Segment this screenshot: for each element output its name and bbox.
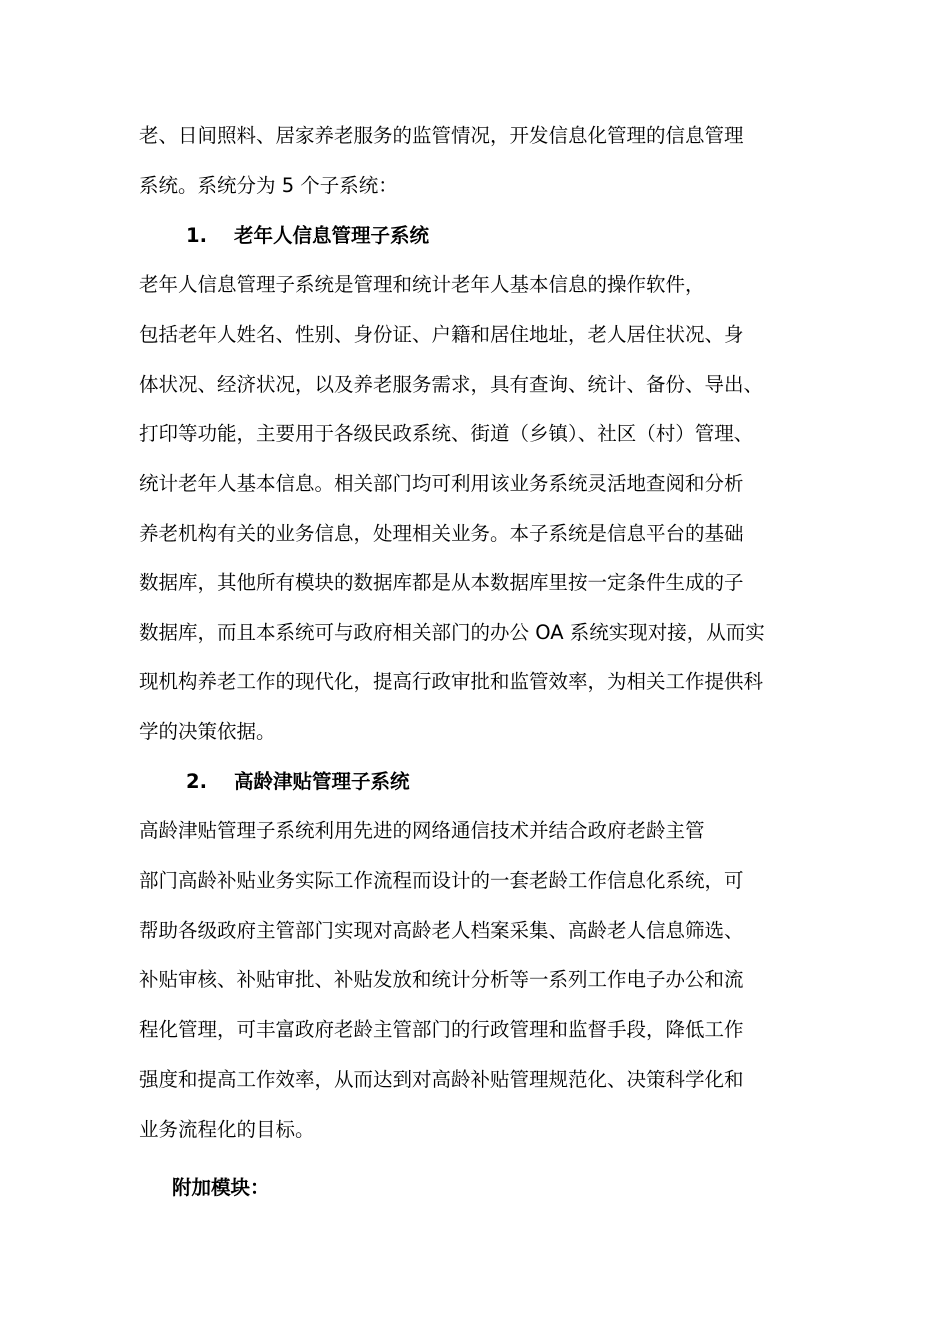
section2-line-2: 部门高龄补贴业务实际工作流程而设计的一套老龄工作信息化系统，可	[139, 869, 744, 892]
section2-line-6: 强度和提高工作效率，从而达到对高龄补贴管理规范化、决策科学化和	[139, 1068, 744, 1091]
intro-line-1: 老、日间照料、居家养老服务的监管情况，开发信息化管理的信息管理	[139, 124, 744, 147]
section2-line-3: 帮助各级政府主管部门实现对高龄老人档案采集、高龄老人信息筛选、	[139, 919, 744, 942]
section1-line-2: 包括老年人姓名、性别、身份证、户籍和居住地址，老人居住状况、身	[139, 323, 744, 346]
section2-line-5: 程化管理，可丰富政府老龄主管部门的行政管理和监督手段，降低工作	[139, 1018, 744, 1041]
section1-line-1: 老年人信息管理子系统是管理和统计老年人基本信息的操作软件，	[139, 273, 705, 296]
section1-line-6: 养老机构有关的业务信息，处理相关业务。本子系统是信息平台的基础	[139, 522, 744, 545]
section1-title: 老年人信息管理子系统	[234, 224, 430, 247]
section1-heading	[186, 223, 876, 249]
section1-line-5: 统计老年人基本信息。相关部门均可利用该业务系统灵活地查阅和分析	[139, 472, 744, 495]
section2-title: 高龄津贴管理子系统	[234, 770, 410, 793]
section1-line-10: 学的决策依据。	[139, 720, 276, 743]
addon-heading: 附加模块：	[172, 1176, 270, 1199]
section2-number: 2.	[186, 770, 207, 793]
section1-number: 1.	[186, 224, 207, 247]
section1-line-3: 体状况、经济状况，以及养老服务需求，具有查询、统计、备份、导出、	[139, 373, 764, 396]
intro-line-2: 系统。系统分为 5 个子系统：	[139, 174, 398, 197]
section2-heading	[186, 769, 876, 795]
section1-line-7: 数据库，其他所有模块的数据库都是从本数据库里按一定条件生成的子	[139, 571, 744, 594]
section1-line-8: 数据库，而且本系统可与政府相关部门的办公 OA 系统实现对接，从而实	[139, 621, 765, 644]
section2-line-1: 高龄津贴管理子系统利用先进的网络通信技术并结合政府老龄主管	[139, 819, 705, 842]
section1-line-4: 打印等功能，主要用于各级民政系统、街道（乡镇）、社区（村）管理、	[139, 422, 754, 445]
section1-line-9: 现机构养老工作的现代化，提高行政审批和监管效率，为相关工作提供科	[139, 670, 764, 693]
section2-line-7: 业务流程化的目标。	[139, 1118, 315, 1141]
section2-line-4: 补贴审核、补贴审批、补贴发放和统计分析等一系列工作电子办公和流	[139, 968, 744, 991]
